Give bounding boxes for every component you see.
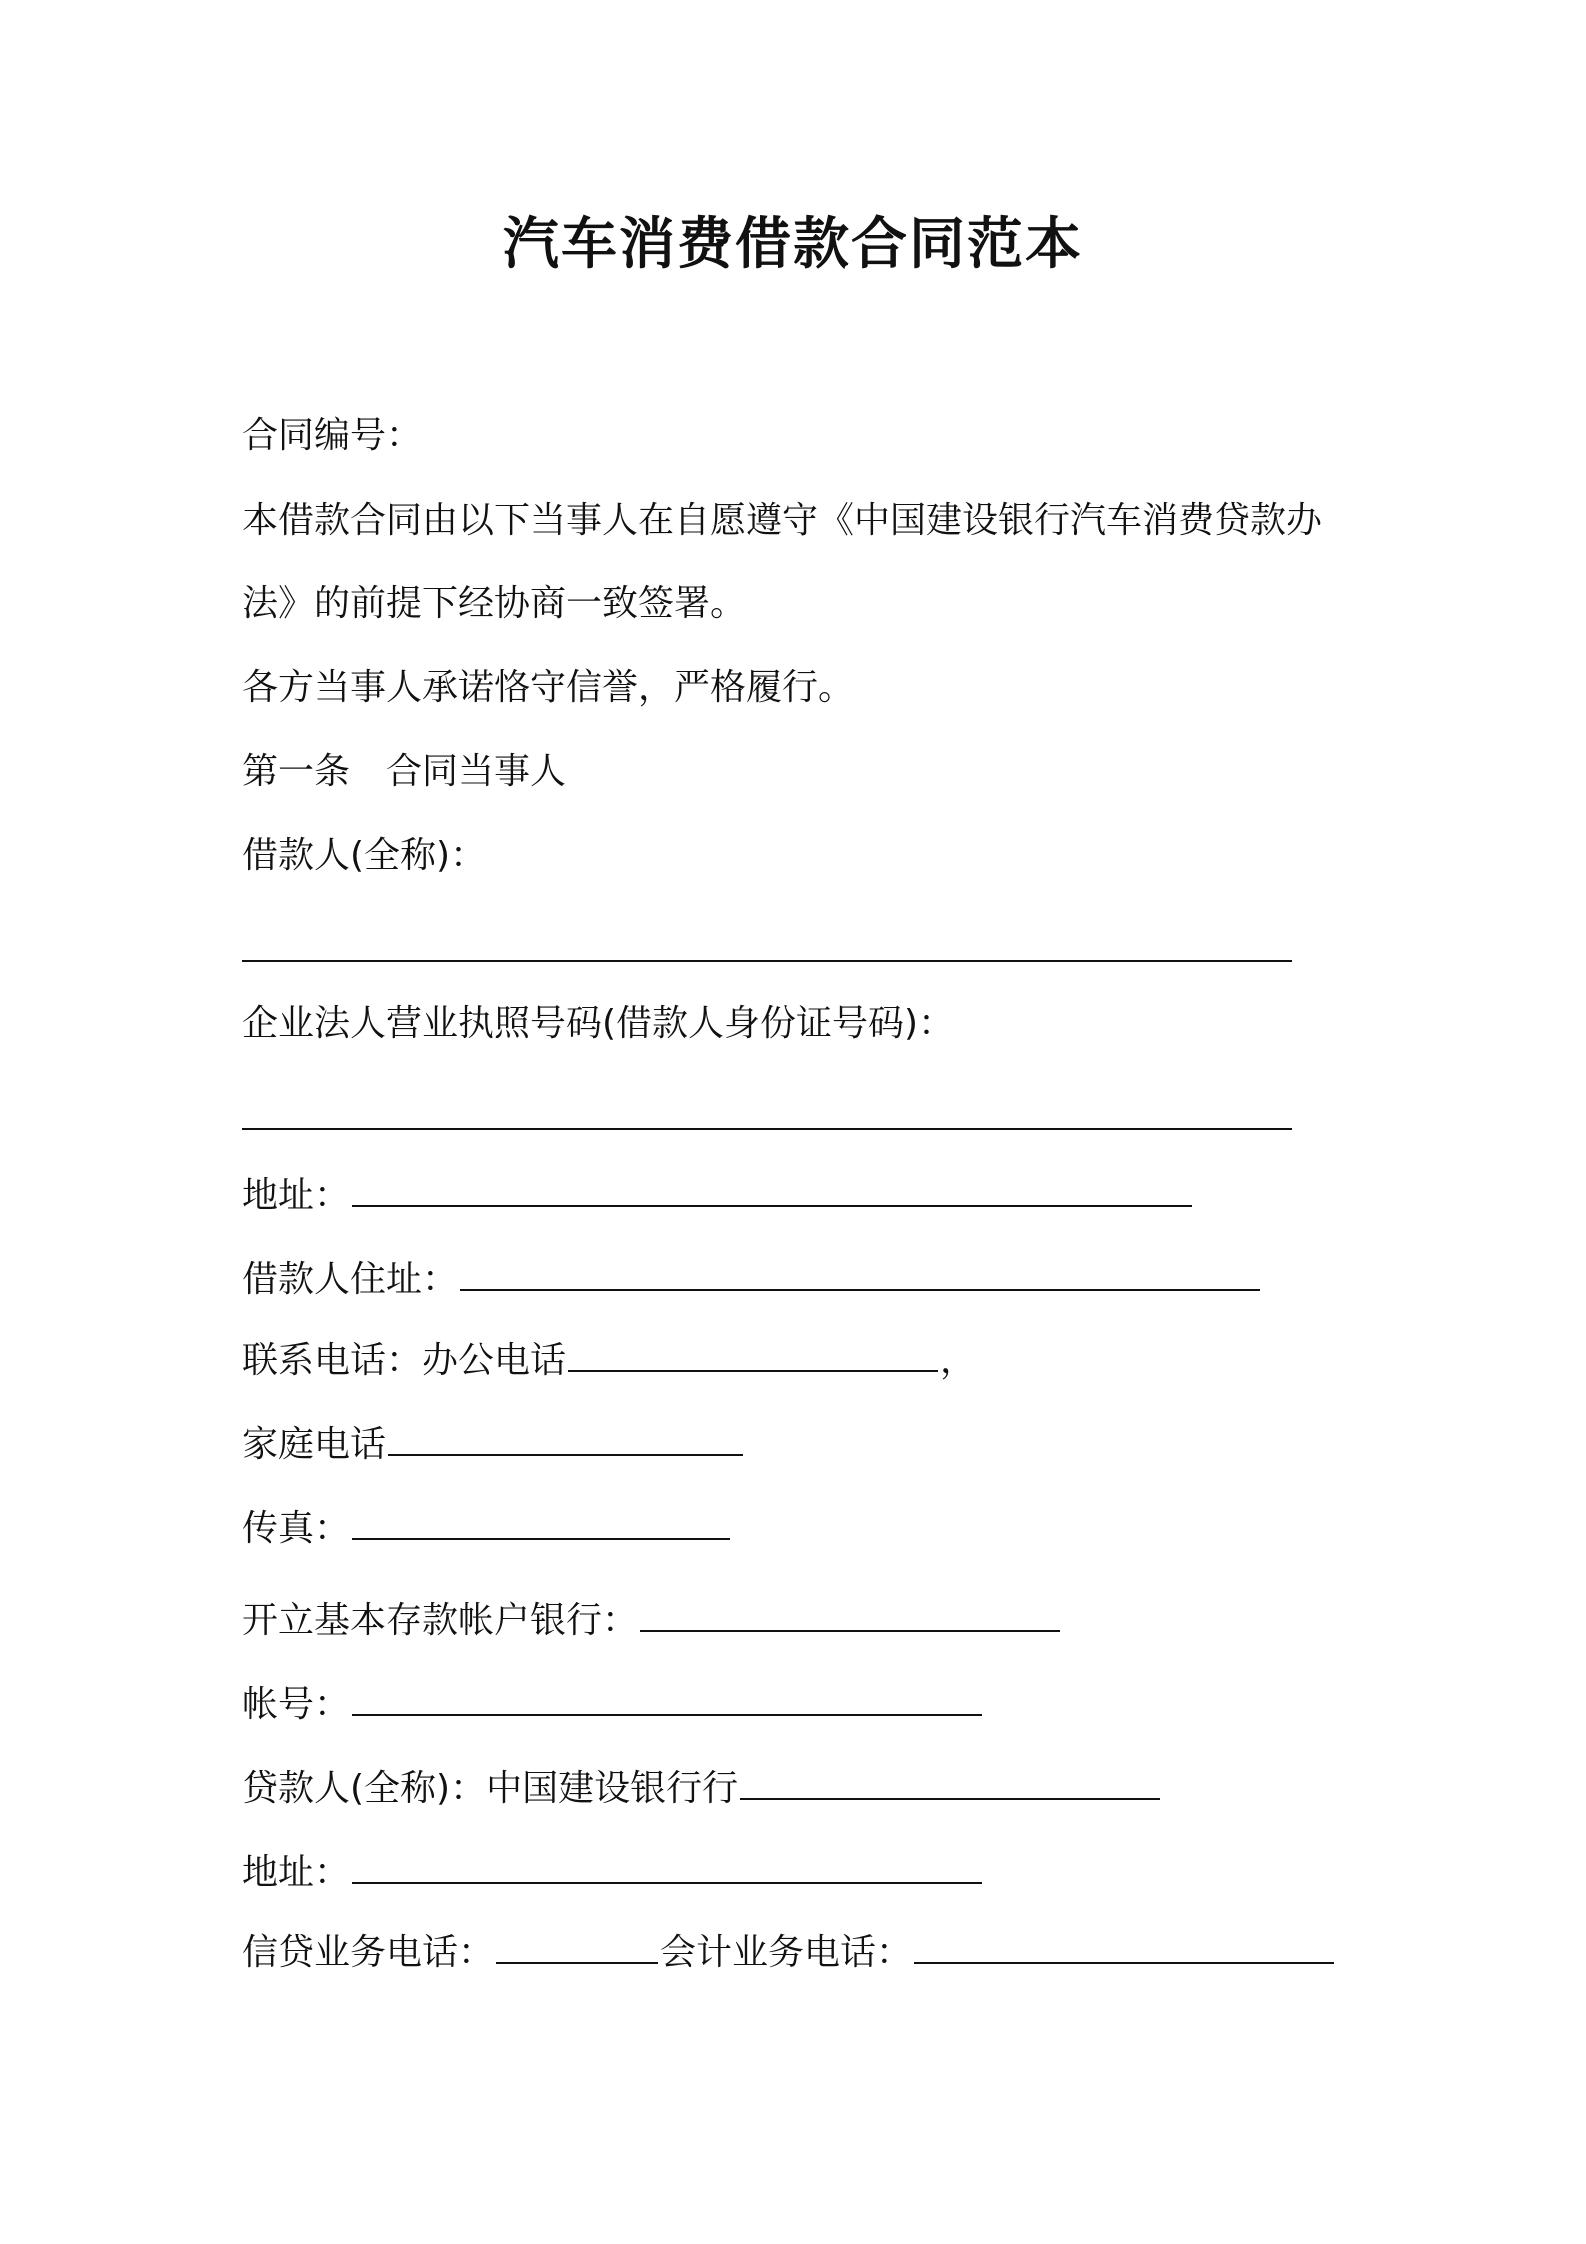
address-label: 地址： [242,1175,351,1216]
home-phone-blank [388,1414,743,1456]
intro-line-1: 本借款合同由以下当事人在自愿遵守《中国建设银行汽车消费贷款办 [242,500,1323,541]
bank-blank [640,1590,1060,1632]
address-blank [352,1165,1192,1207]
office-phone-label: 联系电话：办公电话 [242,1340,567,1381]
accounting-phone-label: 会计业务电话： [660,1932,913,1973]
license-number-label: 企业法人营业执照号码(借款人身份证号码)： [242,1003,955,1044]
borrower-name-label: 借款人(全称)： [242,835,487,876]
commitment-text: 各方当事人承诺恪守信誉，严格履行。 [242,667,855,708]
bank-label: 开立基本存款帐户银行： [242,1600,639,1641]
lender-address-blank [352,1842,982,1884]
lender-address-row [242,1842,984,1899]
fax-label: 传真： [242,1508,351,1549]
address-row [242,1165,1194,1222]
fax-row [242,1498,732,1555]
phone-comma: ， [940,1340,977,1381]
home-phone-label: 家庭电话 [242,1424,387,1465]
intro-line-2: 法》的前提下经协商一致签署。 [242,583,747,624]
lender-row [242,1758,1162,1815]
article-1-heading: 第一条 合同当事人 [242,751,567,792]
borrower-residence-label: 借款人住址： [242,1259,459,1300]
license-number-blank [242,1128,1292,1130]
bank-row [242,1590,1062,1647]
fax-blank [352,1498,730,1540]
lender-address-label: 地址： [242,1852,351,1893]
account-row [242,1674,984,1731]
borrower-residence-blank [460,1249,1260,1291]
account-blank [352,1674,982,1716]
accounting-phone-blank [914,1922,1334,1964]
account-label: 帐号： [242,1684,351,1725]
credit-phone-label: 信贷业务电话： [242,1932,495,1973]
lender-label: 贷款人(全称)：中国建设银行行 [242,1768,739,1809]
borrower-residence-row [242,1249,1262,1306]
credit-phone-blank [496,1922,658,1964]
home-phone-row [242,1414,745,1471]
borrower-name-blank [242,960,1292,962]
lender-blank [740,1758,1160,1800]
contract-number-label: 合同编号： [242,415,423,456]
business-phone-row [242,1922,1336,1979]
contact-phone-row [242,1330,976,1387]
document-title: 汽车消费借款合同范本 [503,212,1083,277]
office-phone-blank [568,1330,938,1372]
